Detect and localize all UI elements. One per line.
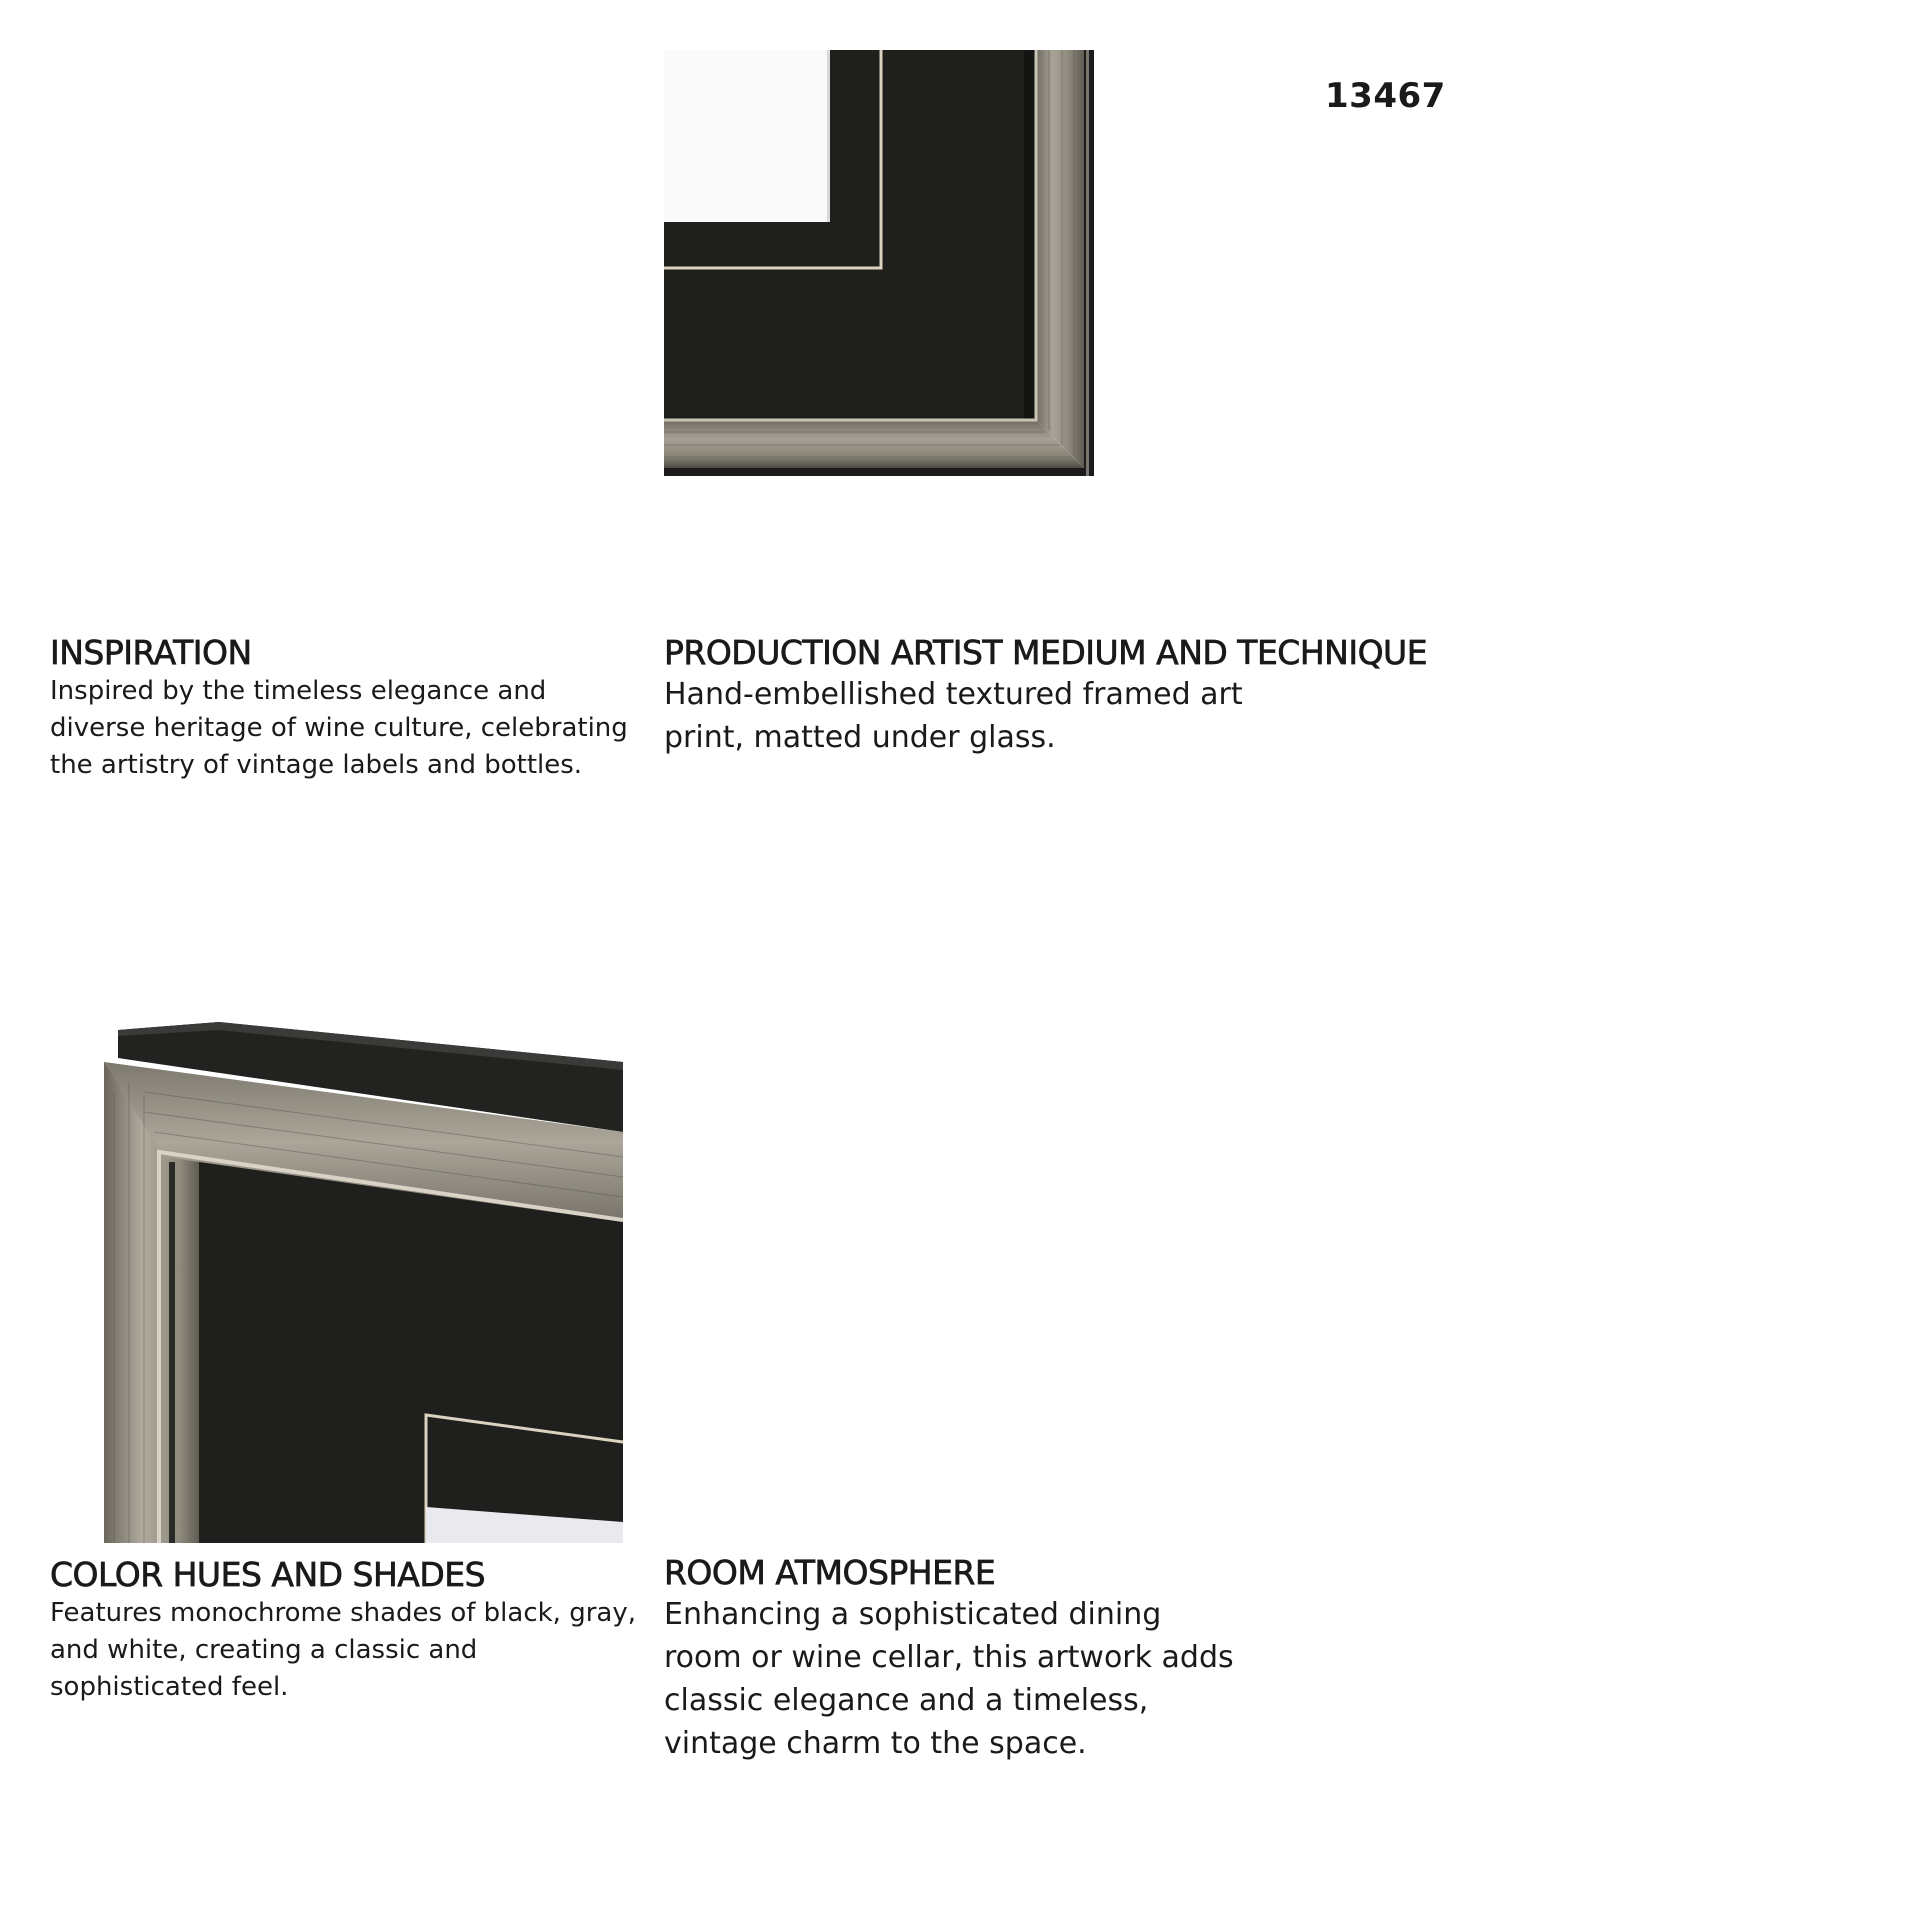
- frame-corner-image-top: [664, 50, 1102, 492]
- inspiration-body: Inspired by the timeless elegance and diverse heritage of wine culture, celebrating the artistry of vintage labels and bottles.: [50, 676, 628, 780]
- room-title: ROOM ATMOSPHERE: [664, 1553, 996, 1592]
- inspiration-title: INSPIRATION: [50, 633, 252, 672]
- production-body: Hand-embellished textured framed art print, matted under glass.: [664, 677, 1243, 755]
- color-title: COLOR HUES AND SHADES: [50, 1555, 486, 1594]
- frame-corner-image-angled: [104, 1022, 623, 1543]
- product-sku: 13467: [1325, 76, 1446, 116]
- color-body: Features monochrome shades of black, gray, and white, creating a classic and sophisticated feel.: [50, 1598, 636, 1702]
- inspiration-section: [50, 633, 640, 784]
- color-section: [50, 1555, 640, 1706]
- room-section: [664, 1553, 1244, 1765]
- room-body: Enhancing a sophisticated dining room or wine cellar, this artwork adds classic elegance and a timeless, vintage charm to the space.: [664, 1597, 1234, 1761]
- production-section: [664, 633, 1428, 759]
- production-title: PRODUCTION ARTIST MEDIUM AND TECHNIQUE: [664, 633, 1428, 672]
